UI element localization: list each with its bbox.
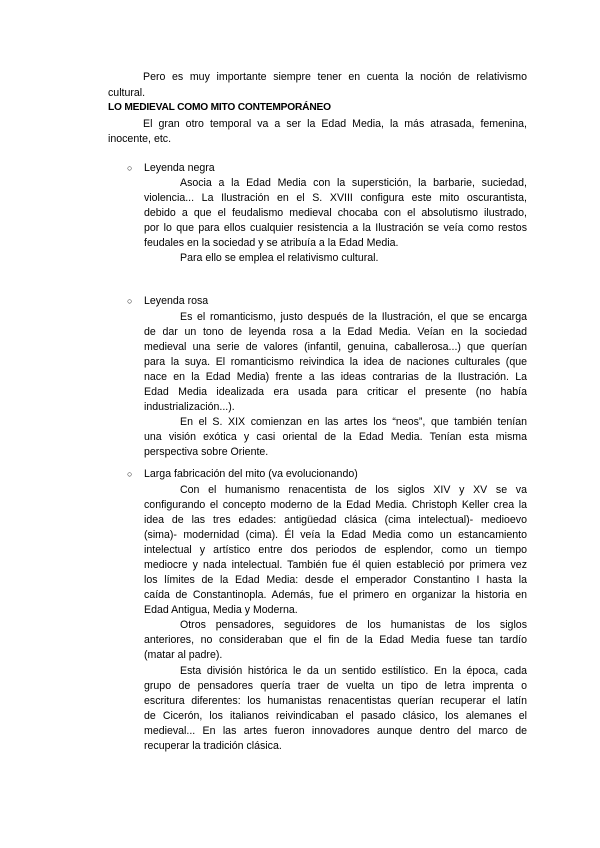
paragraph-line: idea de las tres edades: antigüedad clásica (cima intelectual)- medioevo (144, 514, 527, 526)
paragraph-line: escritura diferentes: los humanistas renacentistas querían recuperar el latín (144, 695, 527, 707)
paragraph-line: debido a que el feudalismo medieval chocaba con el absolutismo ilustrado, (144, 207, 527, 219)
paragraph-line: Edad Media idealizada era usada para criticar el presente (no había (144, 386, 527, 398)
paragraph-line: Edad Antigua, Media y Moderna. (144, 604, 298, 616)
paragraph-line: perspectiva sobre Oriente. (144, 446, 269, 458)
paragraph-line: mediocre y nada intelectual. También fue él quien estableció por primera vez (144, 559, 527, 571)
bullet-icon: ○ (127, 296, 133, 306)
paragraph-line: Es el romanticismo, justo después de la Ilustración, el que se encarga (180, 311, 527, 323)
intro-line-1: Pero es muy importante siempre tener en cuenta la noción de relativismo (143, 71, 527, 83)
paragraph-line: para la suya. El romanticismo reivindica la idea de naciones culturales (que (144, 356, 527, 368)
paragraph-line: los límites de la Edad Media: desde el emperador Constantino I hasta la (144, 574, 527, 586)
paragraph-line: de Cicerón, los italianos reivindicaban el pasado clásico, los alemanes el (144, 710, 527, 722)
heading-para-line-2: inocente, etc. (108, 133, 172, 145)
section-title-leyenda-rosa: Leyenda rosa (144, 295, 209, 307)
paragraph-line: Para ello se emplea el relativismo cultural. (180, 252, 379, 264)
paragraph-line: violencia... La Ilustración en el S. XVIII configura este mito oscurantista, (144, 192, 527, 204)
section-title-leyenda-negra: Leyenda negra (144, 162, 215, 174)
paragraph-line: (matar al padre). (144, 649, 223, 661)
paragraph-line: medieval una serie de valores (infantil, genuina, caballerosa...) que querían (144, 341, 527, 353)
paragraph-line: anteriores, no consideraban que el fin de la Edad Media fuese tan tardío (144, 634, 527, 646)
paragraph-line: grupo de pensadores quería traer de vuelta un tipo de letra imprenta o (144, 680, 527, 692)
paragraph-line: Otros pensadores, seguidores de los humanistas de los siglos (180, 619, 527, 631)
paragraph-line: industrialización...). (144, 401, 235, 413)
section-heading: LO MEDIEVAL COMO MITO CONTEMPORÁNEO (108, 102, 331, 113)
paragraph-line: Asocia a la Edad Media con la superstición, la barbarie, suciedad, (180, 177, 527, 189)
paragraph-line: configurando el concepto moderno de la Edad Media. Christoph Keller crea la (144, 499, 527, 511)
paragraph-line: nace en la Edad Media) frente a las ideas contrarias de la Ilustración. La (144, 371, 527, 383)
paragraph-line: Esta división histórica le da un sentido estilístico. En la época, cada (180, 665, 527, 677)
paragraph-line: feudales en la sociedad y se atribuía a la Edad Media. (144, 237, 399, 249)
section-title-larga-fabricacion: Larga fabricación del mito (va evolucionando) (144, 468, 358, 480)
paragraph-line: caída de Constantinopla. Además, fue el primero en organizar la historia en (144, 589, 527, 601)
paragraph-line: recuperar la tradición clásica. (144, 740, 282, 752)
paragraph-line: una visión exótica y casi oriental de la Edad Media. Tenían esta misma (144, 431, 527, 443)
paragraph-line: medieval... En las artes fueron innovadores aunque dentro del marco de (144, 725, 527, 737)
paragraph-line: En el S. XIX comienzan en las artes los “neos”, que también tenían (180, 416, 527, 428)
paragraph-line: Con el humanismo renacentista de los siglos XIV y XV se va (180, 484, 527, 496)
paragraph-line: (sima)- modernidad (cima). Él veía la Edad Media como un estancamiento (144, 529, 527, 541)
intro-line-2: cultural. (108, 87, 146, 99)
bullet-icon: ○ (127, 469, 133, 479)
bullet-icon: ○ (127, 163, 133, 173)
paragraph-line: por lo que para ellos cualquier resistencia a la Ilustración se veía como restos (144, 222, 527, 234)
paragraph-line: de dar un tono de leyenda rosa a la Edad Media. Veían en la sociedad (144, 326, 527, 338)
heading-para-line-1: El gran otro temporal va a ser la Edad Media, la más atrasada, femenina, (143, 118, 527, 130)
paragraph-line: intelectual y artístico entre dos periodos de esplendor, como un tiempo (144, 544, 527, 556)
